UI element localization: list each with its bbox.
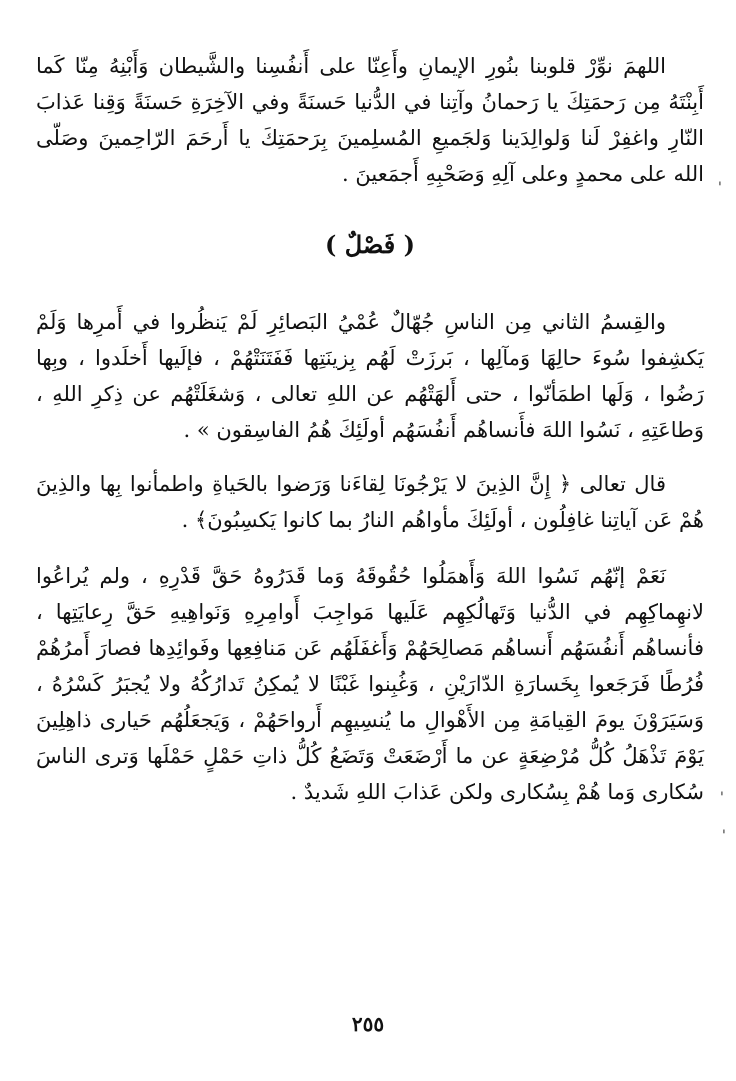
paragraph-explanation: نَعَمْ إنّهُم نَسُوا اللهَ وَأَهمَلُوا حُقُوقَهُ وَما قَدَرُوهُ حَقَّ قَدْرِهِ ، ولم يُراعُوا لانهِماكِهِم في الدُّنيا وَتَهالُكِهِم عَلَيها مَواجِبَ أَوامِرِهِ وَنَواهِيهِ حَقَّ رِعايَتِها ، فأنساهُم أَنفُسَهُم أَنساهُم مَصالِحَهُمْ وَأَغفَلَهُم عَن مَنافِعِها وفَوائِدِها فصارَ أَمرُهُمْ فُرُطًا فَرَجَعوا بِخَسارَةِ الدّارَيْنِ ، وَغُبِنوا غَبْنًا لا يُمكِنُ تَدارُكُهُ ولا يُجبَرُ كَسْرُهُ ، وَسَيَرَوْنَ يومَ القِيامَةِ مِن الأَهْوالِ ما يُنسِيهِم أَرواحَهُمْ ، وَيَجعَلُهُم حَيارى ذاهِلِينَ يَوْمَ تَذْهَلُ كُلُّ مُرْضِعَةٍ عن ما أَرْضَعَتْ وَتَضَعُ كُلُّ ذاتِ حَمْلٍ حَمْلَها وَترى الناسَ سُكارى وَما هُمْ بِسُكارى ولكن عَذابَ اللهِ شَديدٌ . <box>36 564 704 804</box>
page-body <box>36 48 704 810</box>
page-number: ٢٥٥ <box>351 1012 385 1036</box>
paragraph-quran-quote: قال تعالى ﴿ إِنَّ الذِينَ لا يَرْجُونَا لِقاءَنا وَرَضوا بالحَياةِ واطمأنوا بِها والذِينَ هُمْ عَن آياتِنا غافِلُون ، أولَئِكَ مأواهُم النارُ بما كانوا يَكسِبُونَ﴾ . <box>36 472 704 532</box>
section-heading: ( فَصْلٌ ) <box>325 230 415 259</box>
margin-mark: ' <box>720 790 724 806</box>
paragraph-second-group: والقِسمُ الثاني مِن الناسِ جُهّالٌ عُمْيُ البَصائِرِ لَمْ يَنظُروا في أَمرِها وَلَمْ يَكشِفوا سُوءَ حالِهَا وَمآلِها ، بَرزَتْ لَهُم بِزينَتِها فَفَتَنَتْهُمْ ، فإلَيها أَخلَدوا ، وبِها رَضُوا ، وَلَها اطمَأنّوا ، حتى أَلهَتْهُم عن اللهِ تعالى ، وَشغَلَتْهُم عن ذِكرِ اللهِ ، وَطاعَتِهِ ، نَسُوا اللهَ فأَنساهُم أَنفُسَهُم أولَئِكَ هُمُ الفاسِقون » . <box>36 310 704 442</box>
margin-mark: ' <box>722 828 726 844</box>
margin-mark: ' <box>718 180 722 196</box>
paragraph-prayer: اللهمَ نوِّرْ قلوبنا بنُورِ الإيمانِ وأَعِنّا على أَنفُسِنا والشَّيطان وَأَبْنِهُ مِنّا كَما أَبِنْتَهُ مِن رَحمَتِكَ يا رَحمانُ وآتِنا في الدُّنيا حَسنَةً وفي الآخِرَةِ حَسنَةً وَقِنا عَذابَ النّارِ واغفِرْ لَنا وَلوالِدَينا وَلجَميعِ المُسلِمينَ بِرَحمَتِكَ يا أَرحَمَ الرّاحِمينَ وصَلّى الله على محمدٍ وعلى آلِهِ وَصَحْبِهِ أَجمَعينَ . <box>36 54 704 186</box>
